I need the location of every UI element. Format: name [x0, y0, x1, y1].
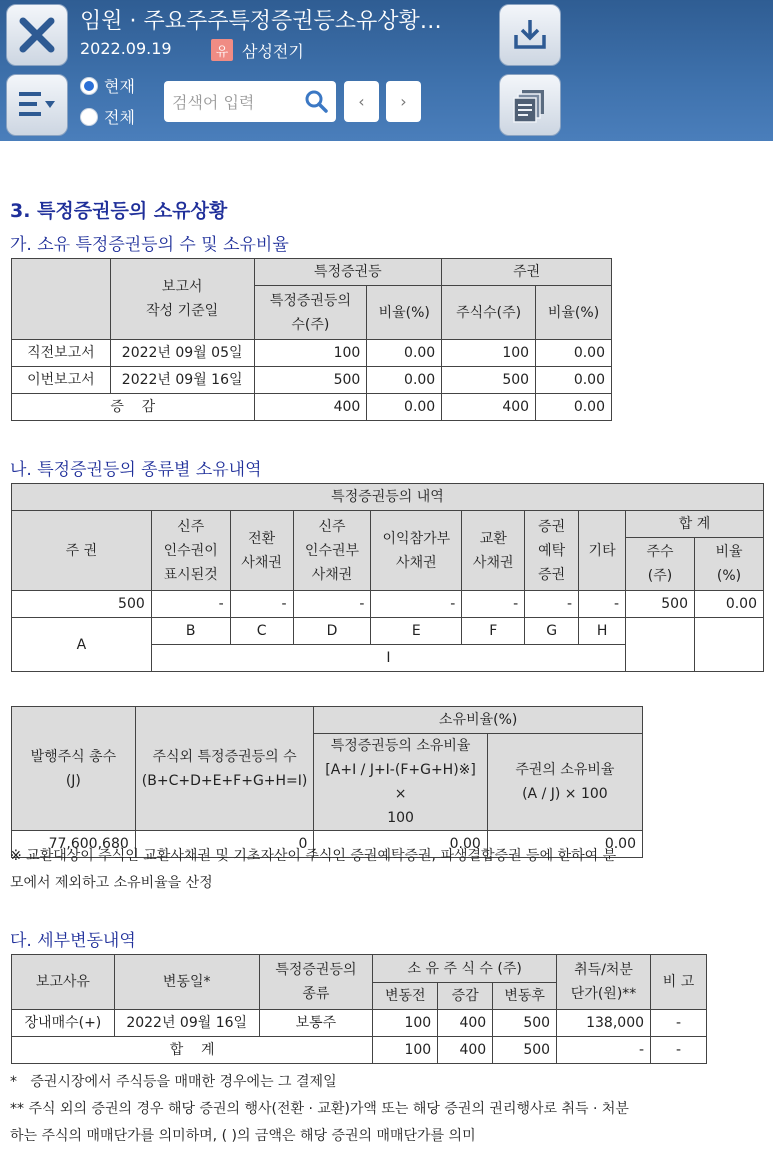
- header-spec-ratio: 비율(%): [367, 286, 442, 340]
- header-kind-line2: 종류: [302, 986, 330, 1002]
- company-name: 삼성전기: [242, 42, 304, 61]
- section-title: 3. 특정증권등의 소유상황: [10, 200, 228, 222]
- diff-spec-ratio: 0.00: [367, 394, 442, 421]
- subsection-b-title: 나. 특정증권등의 종류별 소유내역: [10, 460, 262, 480]
- header-non-stock: [135, 707, 314, 831]
- copy-button[interactable]: [499, 74, 561, 136]
- cell-e: -: [371, 591, 462, 618]
- header-g-line3: 증권: [538, 566, 566, 583]
- footnote-settlement: * 증권시장에서 주식등을 매매한 경우에는 그 결제일: [10, 1074, 337, 1090]
- header-basis-label: 작성 기준일: [146, 303, 219, 319]
- radio-all-dot[interactable]: [80, 108, 98, 126]
- cell-d: -: [293, 591, 371, 618]
- header-issued-line1: 발행주식 총수: [30, 748, 117, 765]
- header-b: [151, 511, 230, 591]
- header-b-line2: 인수권이: [163, 542, 218, 559]
- page-title: 임원 · 주요주주특정증권등소유상황…: [80, 9, 442, 34]
- header-g-line2: 예탁: [538, 542, 566, 559]
- header-b-line1: 신주: [177, 518, 205, 535]
- cell-g: -: [525, 591, 579, 618]
- cell-before: 100: [373, 1010, 438, 1037]
- header-d-line2: 인수권부: [304, 542, 360, 559]
- radio-current[interactable]: [80, 74, 135, 97]
- letter-f: F: [462, 618, 525, 645]
- header-g: [525, 511, 579, 591]
- subsection-d-title: 다. 세부변동내역: [10, 931, 136, 951]
- header-reason: 보고사유: [12, 955, 115, 1010]
- table-row-diff: [12, 394, 612, 421]
- total-label: 합 계: [12, 1037, 373, 1064]
- header-spec-count: [254, 286, 367, 340]
- row-stock-ratio: 0.00: [536, 340, 612, 367]
- row-date: 2022년 09월 16일: [110, 367, 254, 394]
- header-stock-line1: 주권의 소유비율: [515, 762, 615, 778]
- cell-after: 500: [493, 1010, 557, 1037]
- subsection-a-title: 가. 소유 특정증권등의 수 및 소유비율: [10, 235, 289, 255]
- cell-non-stock: 0: [135, 831, 314, 858]
- diff-stock: 400: [442, 394, 536, 421]
- header-remark: 비 고: [651, 955, 707, 1010]
- table-row-total: [12, 1037, 707, 1064]
- documents-icon: [510, 85, 550, 125]
- header-non-line1: 주식외 특정증권등의 수: [152, 748, 297, 765]
- header-report-label: 보고서: [161, 279, 203, 295]
- table-row: [12, 591, 764, 618]
- header-kind-line1: 특정증권등의: [275, 962, 357, 978]
- row-stock-ratio: 0.00: [536, 367, 612, 394]
- header-stock: 주 권: [12, 511, 152, 591]
- header-before: 변동전: [373, 983, 438, 1010]
- row-stock: 100: [442, 340, 536, 367]
- cell-reason: 장내매수(+): [12, 1010, 115, 1037]
- chevron-left-icon: ‹: [358, 92, 365, 111]
- header-issued-line2: (J): [65, 772, 81, 789]
- table-row: [12, 367, 612, 394]
- header-e-line2: 사채권: [396, 554, 437, 571]
- cell-b: -: [151, 591, 230, 618]
- header-g-line1: 증권: [538, 518, 566, 535]
- letter-b: B: [151, 618, 230, 645]
- diff-label: 증 감: [12, 394, 255, 421]
- cell-stock-ratio: 0.00: [487, 831, 642, 858]
- close-icon: [17, 15, 57, 55]
- cell-issued: 77,600,680: [12, 831, 136, 858]
- header-shares-line2: (주): [647, 568, 673, 584]
- ownership-kind-table: [11, 483, 764, 672]
- row-stock: 500: [442, 367, 536, 394]
- header-detail: 특정증권등의 내역: [12, 484, 764, 511]
- header-d-line1: 신주: [318, 518, 346, 535]
- diff-spec: 400: [254, 394, 367, 421]
- header-stock: 주권: [442, 259, 612, 286]
- header-stock-ratio: [487, 734, 642, 831]
- next-button[interactable]: [386, 81, 421, 122]
- ratio-note-line1: ※ 교환대상이 주식인 교환사채권 및 기초자산이 주식인 증권예탁증권, 파생결합증권 등에 한하여 분: [10, 848, 617, 864]
- header-ownership-ratio: 소유비율(%): [314, 707, 643, 734]
- header-price: [557, 955, 651, 1010]
- row-label: 직전보고서: [12, 340, 111, 367]
- total-remark: -: [651, 1037, 707, 1064]
- footnote-price: [10, 1096, 629, 1150]
- header-stock-ratio: 비율(%): [536, 286, 612, 340]
- header-d-line3: 사채권: [311, 566, 353, 583]
- header-shares-line1: 주수: [646, 544, 674, 560]
- letter-i: I: [151, 645, 625, 672]
- close-button[interactable]: [6, 4, 68, 66]
- ownership-ratio-table: [11, 706, 643, 858]
- header-spec-line1: 특정증권등의 소유비율: [330, 738, 471, 754]
- header-f: [462, 511, 525, 591]
- header-spec-line3: 100: [387, 810, 414, 826]
- radio-current-label: 현재: [104, 77, 135, 96]
- cell-stock: 500: [12, 591, 152, 618]
- letter-e: E: [371, 618, 462, 645]
- letter-a: A: [12, 618, 152, 672]
- header-shares: 소 유 주 식 수 (주): [373, 955, 557, 983]
- cell-ratio: 0.00: [694, 591, 763, 618]
- header-blank: [12, 259, 111, 340]
- header-c: [230, 511, 293, 591]
- footnote-price-line2: 하는 주식의 매매단가를 의미하며, ( )의 금액은 해당 증권의 매매단가를 의미: [10, 1128, 476, 1144]
- header-stock-count: 주식수(주): [442, 286, 536, 340]
- header-report-basis: [110, 259, 254, 340]
- header-e-line1: 이익참가부: [382, 530, 451, 547]
- ownership-count-table: [11, 258, 612, 421]
- menu-list-icon: [16, 87, 58, 123]
- header-spec-line2: [A+I / J+I-(F+G+H)※] ×: [325, 762, 476, 802]
- header-ratio-line1: 비율: [715, 544, 743, 560]
- radio-all[interactable]: [80, 105, 135, 128]
- cell-delta: 400: [438, 1010, 493, 1037]
- footnote-price-line1: ** 주식 외의 증권의 경우 해당 증권의 행사(전환 · 교환)가액 또는 해당 증권의 권리행사로 취득 · 처분: [10, 1101, 629, 1117]
- header-b-line3: 표시된것: [163, 566, 218, 583]
- prev-button[interactable]: [344, 81, 379, 122]
- menu-button[interactable]: [6, 74, 68, 136]
- header-spec: 특정증권등: [254, 259, 442, 286]
- search-icon[interactable]: [304, 89, 330, 115]
- header-issued: [12, 707, 136, 831]
- header-f-line2: 사채권: [472, 554, 514, 571]
- cell-remark: -: [651, 1010, 707, 1037]
- header-stock-line2: (A / J) × 100: [522, 786, 608, 802]
- cell-kind: 보통주: [259, 1010, 373, 1037]
- table-row: [12, 1010, 707, 1037]
- app-header: [0, 0, 773, 141]
- diff-stock-ratio: 0.00: [536, 394, 612, 421]
- header-c-line1: 전환: [248, 530, 276, 547]
- header-e: [371, 511, 462, 591]
- header-non-line2: (B+C+D+E+F+G+H=I): [141, 772, 308, 789]
- header-delta: 증감: [438, 983, 493, 1010]
- ratio-note: [10, 843, 616, 897]
- cell-c: -: [230, 591, 293, 618]
- header-ratio-line2: (%): [716, 568, 742, 584]
- total-delta: 400: [438, 1037, 493, 1064]
- row-spec-ratio: 0.00: [367, 340, 442, 367]
- letter-blank: [694, 618, 763, 672]
- cell-spec-ratio: 0.00: [314, 831, 487, 858]
- header-shares: [626, 538, 695, 591]
- radio-current-dot[interactable]: [80, 77, 98, 95]
- header-c-line2: 사채권: [241, 554, 282, 571]
- cell-h: -: [579, 591, 626, 618]
- search-input[interactable]: [164, 81, 336, 122]
- row-spec: 500: [254, 367, 367, 394]
- header-price-line1: 취득/처분: [574, 962, 633, 978]
- row-spec: 100: [254, 340, 367, 367]
- total-after: 500: [493, 1037, 557, 1064]
- header-kind: [259, 955, 373, 1010]
- letter-d: D: [293, 618, 371, 645]
- header-h: 기타: [579, 511, 626, 591]
- total-before: 100: [373, 1037, 438, 1064]
- header-date: 변동일*: [114, 955, 259, 1010]
- radio-all-label: 전체: [104, 108, 135, 127]
- header-spec-count-line1: 특정증권등의: [269, 292, 351, 309]
- total-price: -: [557, 1037, 651, 1064]
- letter-g: G: [525, 618, 579, 645]
- header-spec-count-line2: 수(주): [291, 316, 330, 333]
- report-date: 2022.09.19: [80, 39, 172, 58]
- change-detail-table: [11, 954, 707, 1064]
- cell-date: 2022년 09월 16일: [114, 1010, 259, 1037]
- header-f-line1: 교환: [479, 530, 507, 547]
- header-spec-ratio: [314, 734, 487, 831]
- letter-h: H: [579, 618, 626, 645]
- download-button[interactable]: [499, 4, 561, 66]
- letter-c: C: [230, 618, 293, 645]
- cell-shares: 500: [626, 591, 695, 618]
- ratio-note-line2: 모에서 제외하고 소유비율을 산정: [10, 875, 213, 891]
- row-date: 2022년 09월 05일: [110, 340, 254, 367]
- cell-price: 138,000: [557, 1010, 651, 1037]
- search-placeholder: 검색어 입력: [172, 93, 255, 112]
- market-badge: 유: [211, 39, 233, 61]
- cell-f: -: [462, 591, 525, 618]
- header-total: 합 계: [626, 511, 764, 538]
- header-ratio: [694, 538, 763, 591]
- download-icon: [510, 15, 550, 55]
- header-d: [293, 511, 371, 591]
- row-label: 이번보고서: [12, 367, 111, 394]
- chevron-right-icon: ›: [400, 92, 407, 111]
- row-spec-ratio: 0.00: [367, 367, 442, 394]
- table-row: [12, 340, 612, 367]
- header-after: 변동후: [493, 983, 557, 1010]
- header-price-line2: 단가(원)**: [570, 986, 637, 1002]
- letter-blank: [626, 618, 695, 672]
